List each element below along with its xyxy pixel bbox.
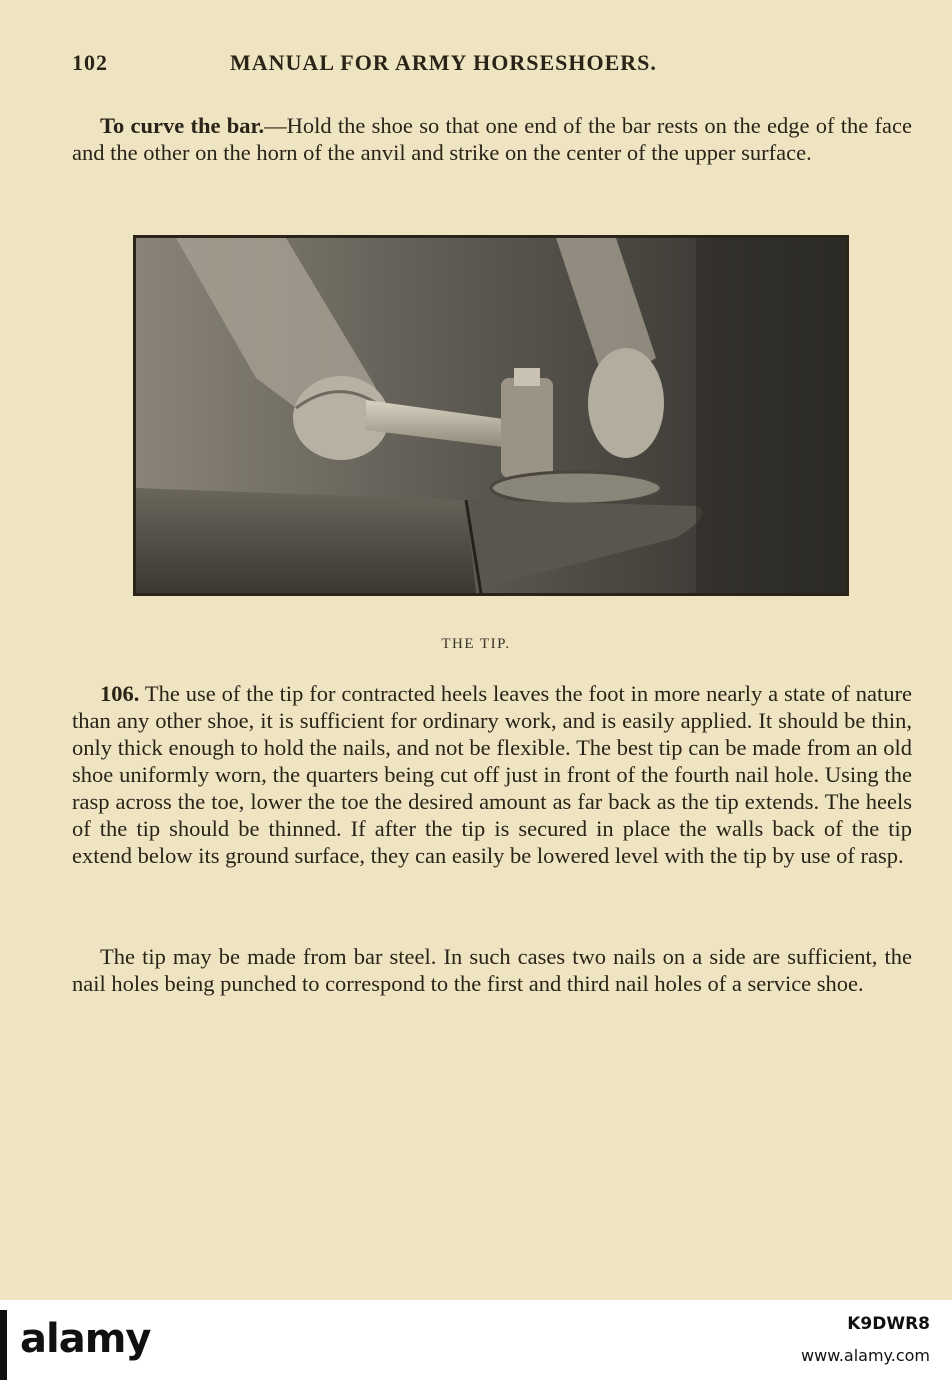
page-header — [72, 50, 762, 82]
section-106-paragraph — [72, 680, 912, 869]
anvil-hammer-photo — [136, 238, 846, 593]
alamy-logo: alamy — [20, 1316, 151, 1362]
section-number: 106. — [100, 681, 140, 706]
figure-caption: THE TIP. — [441, 636, 511, 652]
photo-figure — [133, 235, 849, 596]
section-106-text: The use of the tip for contracted heels leaves the foot in more nearly a state of nature than any other shoe, it is sufficient for ordinary work, and is easily applied. It should be thin, only thick enough to hold the nails, and not be flexible. The best tip can be made from an old shoe uniformly worn, the quarters being cut off just in front of the fourth nail hole. Using the rasp across the toe, lower the toe the desired amount as far back as the tip extends. The heels of the tip should be thinned. If after the tip is secured in place the walls back of the tip extend below its ground surface, they can easily be lowered level with the tip by use of rasp. — [72, 681, 912, 868]
site-url[interactable]: www.alamy.com — [801, 1346, 930, 1365]
watermark-footer — [0, 1300, 952, 1390]
logo-bar-icon — [0, 1310, 7, 1380]
page-number: 102 — [72, 50, 108, 75]
curve-bar-paragraph — [72, 112, 912, 166]
running-title: MANUAL FOR ARMY HORSESHOERS. — [230, 50, 657, 75]
bar-steel-paragraph: The tip may be made from bar steel. In such cases two nails on a side are sufficient, the nail holes being punched to correspond to the first and third nail holes of a service shoe. — [72, 944, 912, 996]
curve-bar-heading: To curve the bar. — [100, 113, 265, 138]
curve-bar-text: —Hold the shoe so that one end of the bar rests on the edge of the face and the other on the horn of the anvil and strike on the center of the upper surface. — [72, 113, 913, 165]
image-id: K9DWR8 — [847, 1314, 930, 1334]
